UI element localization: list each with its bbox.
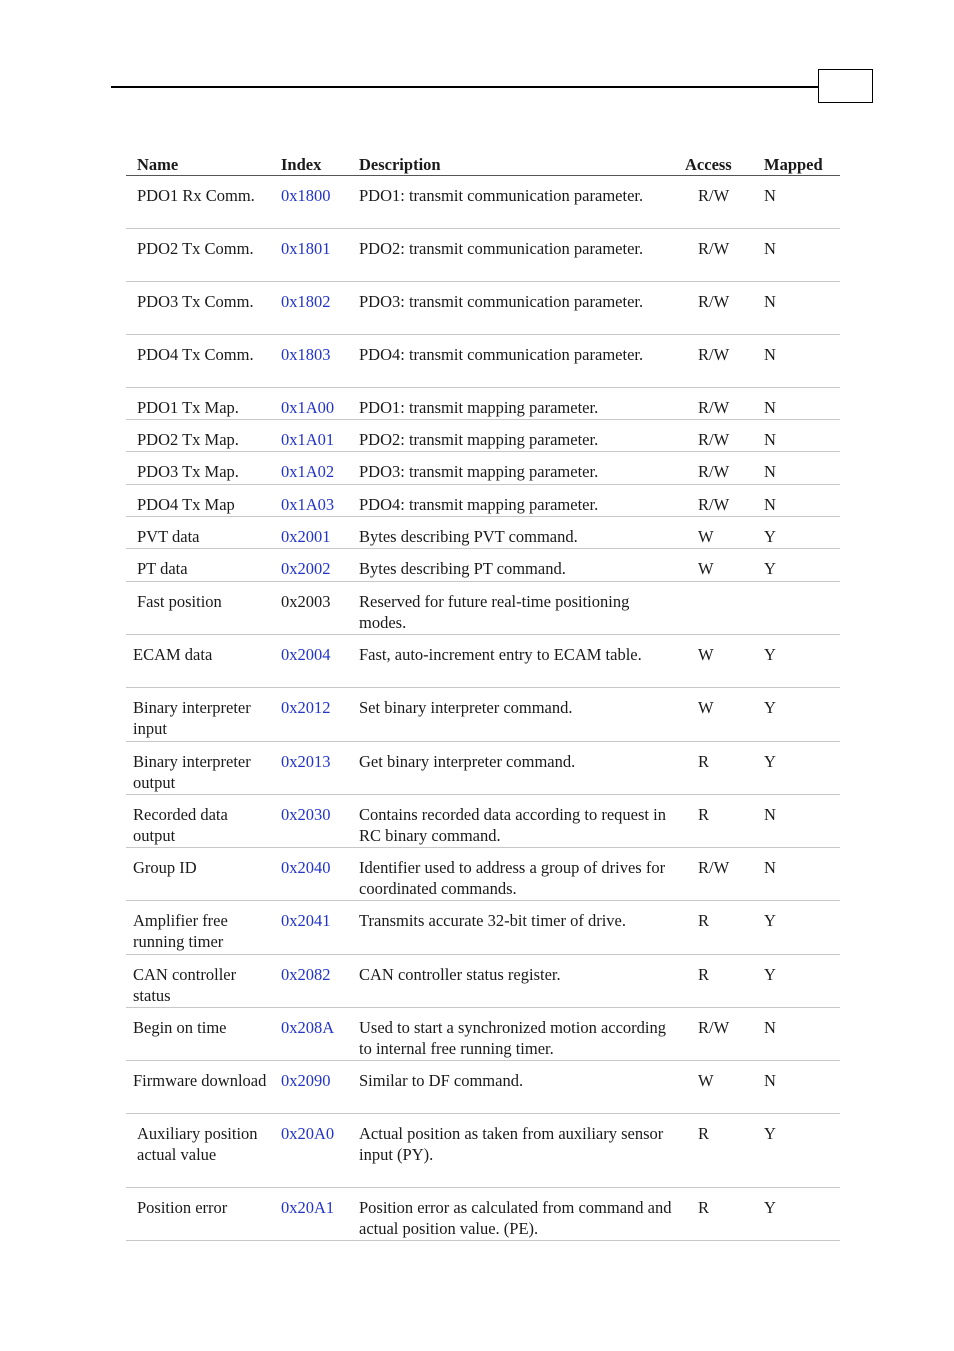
row-description: Reserved for future real-time positioning modes. <box>359 592 630 632</box>
index-link[interactable]: 0x1A01 <box>281 430 335 449</box>
header-index: Index <box>281 155 322 174</box>
table-row <box>126 549 840 582</box>
row-description: Position error as calculated from command and actual position value. (PE). <box>359 1198 672 1238</box>
row-name: Group ID <box>133 858 197 877</box>
table-row <box>126 229 840 282</box>
row-description: Set binary interpreter command. <box>359 698 573 717</box>
table-row <box>126 901 840 955</box>
table-row <box>126 635 840 688</box>
row-mapped: Y <box>764 645 776 664</box>
row-mapped: N <box>764 430 776 449</box>
header-name: Name <box>137 155 179 174</box>
index-link[interactable]: 0x20A1 <box>281 1198 335 1217</box>
table-row <box>126 688 840 742</box>
row-description: PDO3: transmit mapping parameter. <box>359 462 599 481</box>
row-description: CAN controller status register. <box>359 965 561 984</box>
table-row <box>126 517 840 549</box>
row-description: Contains recorded data according to request in RC binary command. <box>359 805 666 845</box>
row-mapped: N <box>764 495 776 514</box>
index-link[interactable]: 0x1801 <box>281 239 331 258</box>
table-row <box>126 282 840 335</box>
row-mapped: Y <box>764 1124 776 1143</box>
row-name: PDO4 Tx Map <box>137 495 235 514</box>
row-description: PDO4: transmit communication parameter. <box>359 345 644 364</box>
index-link[interactable]: 0x2030 <box>281 805 331 824</box>
table-row <box>126 388 840 420</box>
row-access: R/W <box>698 239 730 258</box>
index-link[interactable]: 0x2040 <box>281 858 331 877</box>
row-name: Recorded data output <box>133 805 228 845</box>
table-header-row <box>126 150 840 176</box>
row-description: Similar to DF command. <box>359 1071 524 1090</box>
table-row <box>126 420 840 452</box>
table-row <box>126 955 840 1008</box>
table-row <box>126 1061 840 1114</box>
object-dictionary-table <box>126 150 840 1241</box>
header-description: Description <box>359 155 441 174</box>
row-mapped: N <box>764 462 776 481</box>
row-access: R <box>698 911 710 930</box>
row-access: W <box>698 527 714 546</box>
row-description: Actual position as taken from auxiliary sensor input (PY). <box>359 1124 664 1164</box>
row-access: R <box>698 805 710 824</box>
row-access: R/W <box>698 430 730 449</box>
row-description: Identifier used to address a group of drives for coordinated commands. <box>359 858 666 898</box>
row-mapped: N <box>764 858 776 877</box>
header-rule <box>111 86 819 88</box>
row-access: W <box>698 559 714 578</box>
row-mapped: N <box>764 805 776 824</box>
row-description: Bytes describing PVT command. <box>359 527 578 546</box>
row-access: W <box>698 698 714 717</box>
row-access: W <box>698 1071 714 1090</box>
index-link[interactable]: 0x1802 <box>281 292 331 311</box>
row-name: PDO2 Tx Comm. <box>137 239 254 258</box>
row-access: R/W <box>698 495 730 514</box>
row-name: Position error <box>137 1198 228 1217</box>
index-link[interactable]: 0x2001 <box>281 527 331 546</box>
row-description: PDO1: transmit mapping parameter. <box>359 398 599 417</box>
table-row <box>126 1008 840 1061</box>
table-row <box>126 1188 840 1241</box>
table-row <box>126 742 840 795</box>
row-description: PDO1: transmit communication parameter. <box>359 186 644 205</box>
row-mapped: Y <box>764 911 776 930</box>
row-name: PDO4 Tx Comm. <box>137 345 254 364</box>
row-name: Binary interpreter input <box>133 698 251 738</box>
index-link[interactable]: 0x1A02 <box>281 462 335 481</box>
row-access: R/W <box>698 1018 730 1037</box>
index-link[interactable]: 0x2013 <box>281 752 331 771</box>
table-row <box>126 485 840 517</box>
row-access: R/W <box>698 345 730 364</box>
row-description: Fast, auto-increment entry to ECAM table. <box>359 645 642 664</box>
row-description: Transmits accurate 32-bit timer of drive. <box>359 911 626 930</box>
index-link[interactable]: 0x2041 <box>281 911 331 930</box>
index-link[interactable]: 0x2002 <box>281 559 331 578</box>
table-row <box>126 1114 840 1188</box>
header-access: Access <box>685 155 732 174</box>
table-row <box>126 176 840 229</box>
row-mapped: N <box>764 186 776 205</box>
row-mapped: N <box>764 398 776 417</box>
row-name: PDO3 Tx Comm. <box>137 292 254 311</box>
row-mapped: Y <box>764 527 776 546</box>
row-description: Get binary interpreter command. <box>359 752 576 771</box>
row-name: PT data <box>137 559 188 578</box>
table-row <box>126 795 840 848</box>
row-mapped: Y <box>764 752 776 771</box>
row-access: R/W <box>698 186 730 205</box>
row-mapped: Y <box>764 965 776 984</box>
table-row <box>126 335 840 388</box>
row-name: Auxiliary position actual value <box>137 1124 258 1164</box>
row-mapped: N <box>764 239 776 258</box>
row-name: Firmware download <box>133 1071 267 1090</box>
row-name: Binary interpreter output <box>133 752 251 792</box>
row-name: Fast position <box>137 592 222 611</box>
row-access: R <box>698 752 710 771</box>
index-link[interactable]: 0x2082 <box>281 965 331 984</box>
row-name: Amplifier free running timer <box>133 911 228 951</box>
row-description: Used to start a synchronized motion according to internal free running timer. <box>359 1018 666 1058</box>
row-description: Bytes describing PT command. <box>359 559 566 578</box>
header-mapped: Mapped <box>764 155 823 174</box>
row-mapped: Y <box>764 698 776 717</box>
index-link[interactable]: 0x20A0 <box>281 1124 335 1143</box>
table-row <box>126 848 840 901</box>
row-access: R/W <box>698 858 730 877</box>
row-description: PDO4: transmit mapping parameter. <box>359 495 599 514</box>
row-mapped: N <box>764 1018 776 1037</box>
index-link[interactable]: 0x2012 <box>281 698 331 717</box>
row-name: PDO1 Rx Comm. <box>137 186 255 205</box>
row-access: R/W <box>698 292 730 311</box>
row-access: R/W <box>698 398 730 417</box>
index-link[interactable]: 0x1A03 <box>281 495 335 514</box>
row-description: PDO3: transmit communication parameter. <box>359 292 644 311</box>
row-description: PDO2: transmit communication parameter. <box>359 239 644 258</box>
row-name: PDO2 Tx Map. <box>137 430 239 449</box>
index-link[interactable]: 0x1803 <box>281 345 331 364</box>
row-access: R <box>698 1198 710 1217</box>
row-name: PDO3 Tx Map. <box>137 462 239 481</box>
index-link[interactable]: 0x208A <box>281 1018 335 1037</box>
row-name: ECAM data <box>133 645 213 664</box>
table-row <box>126 452 840 485</box>
row-access: R/W <box>698 462 730 481</box>
row-access: R <box>698 965 710 984</box>
row-mapped: N <box>764 1071 776 1090</box>
row-mapped: N <box>764 292 776 311</box>
row-access: R <box>698 1124 710 1143</box>
index-link[interactable]: 0x2004 <box>281 645 331 664</box>
row-name: PDO1 Tx Map. <box>137 398 239 417</box>
row-access: W <box>698 645 714 664</box>
index-link[interactable]: 0x1A00 <box>281 398 335 417</box>
index-link[interactable]: 0x1800 <box>281 186 331 205</box>
row-mapped: Y <box>764 559 776 578</box>
row-description: PDO2: transmit mapping parameter. <box>359 430 599 449</box>
row-mapped: Y <box>764 1198 776 1217</box>
index-link[interactable]: 0x2090 <box>281 1071 331 1090</box>
page-number-box <box>818 69 873 103</box>
table-row <box>126 582 840 635</box>
row-name: PVT data <box>137 527 200 546</box>
row-name: CAN controller status <box>133 965 237 1005</box>
row-mapped: N <box>764 345 776 364</box>
row-index: 0x2003 <box>281 592 331 611</box>
row-name: Begin on time <box>133 1018 227 1037</box>
